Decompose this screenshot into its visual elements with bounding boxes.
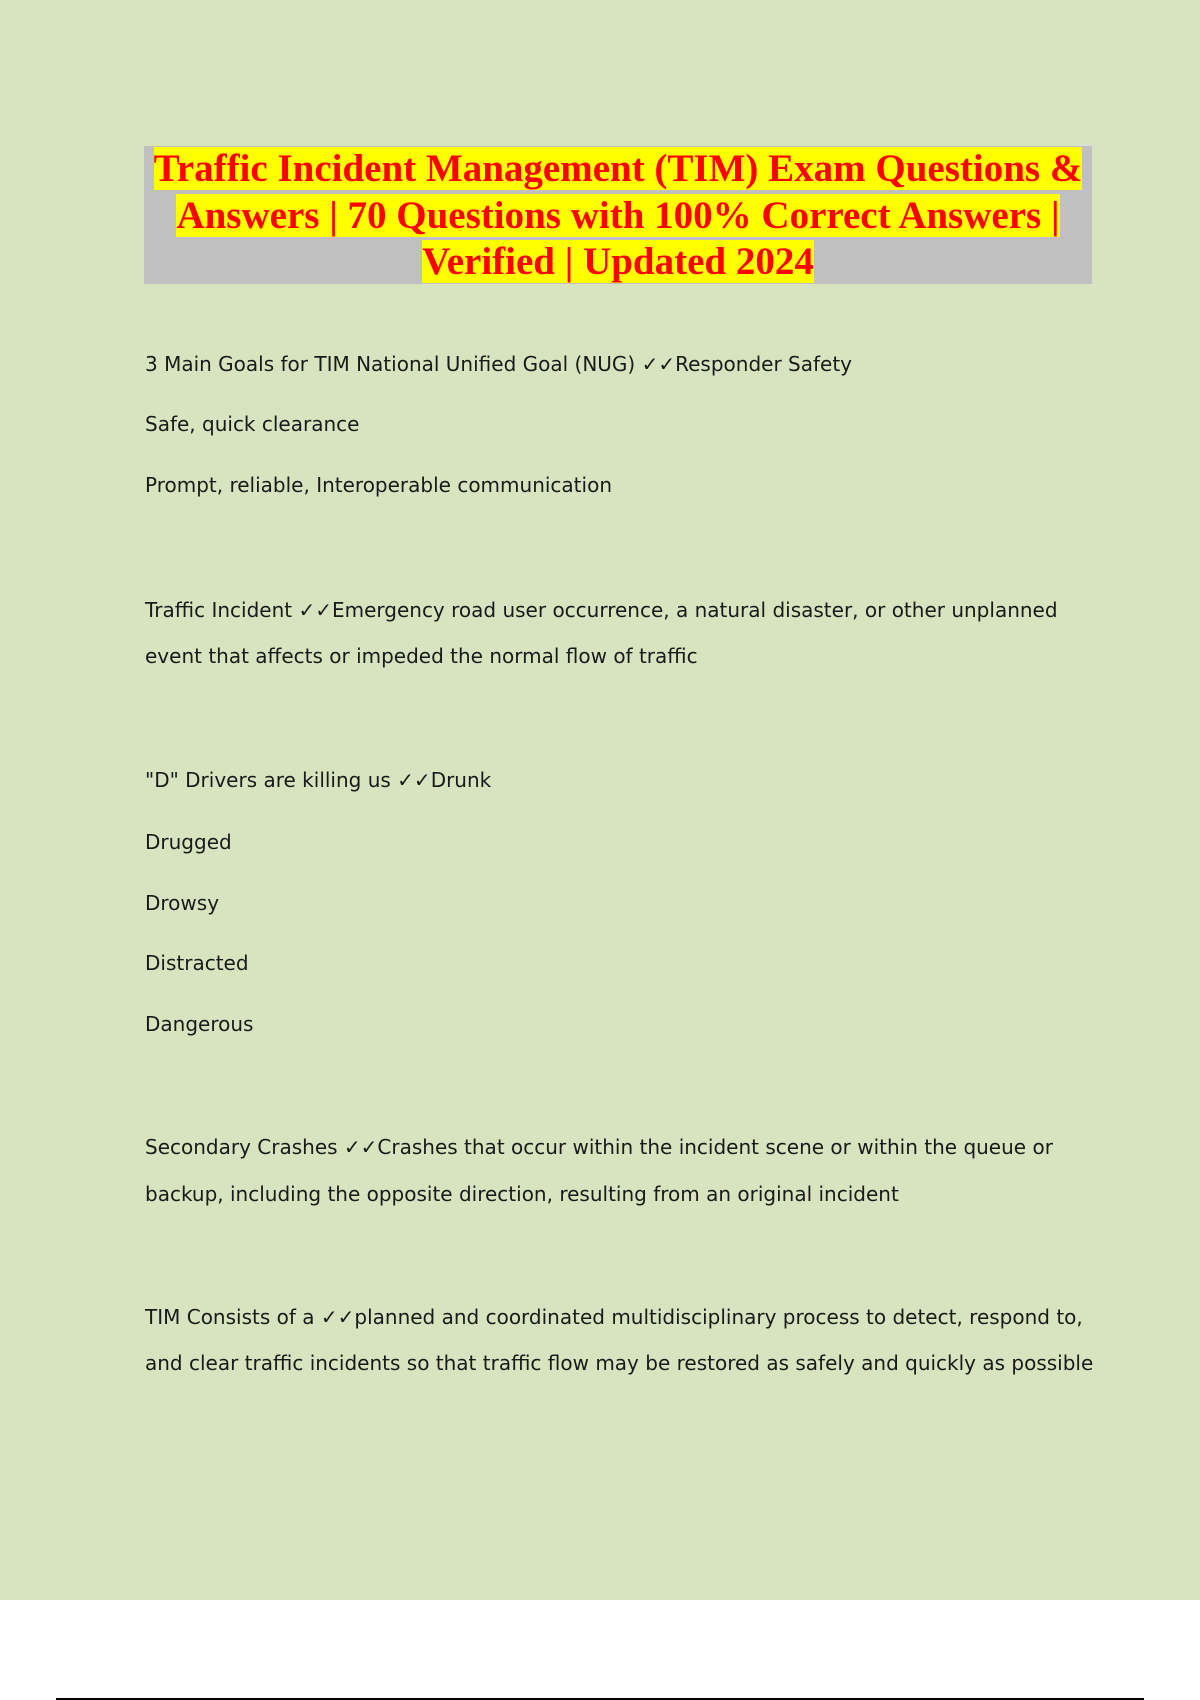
qa-entry-2-first-line — [145, 597, 1058, 623]
qa-answer-line: Distracted — [145, 951, 249, 975]
qa-answer-line: Dangerous — [145, 1012, 254, 1036]
qa-answer: Drunk — [430, 768, 492, 792]
qa-entry-5-first-line — [145, 1304, 1083, 1330]
qa-answer-line: Drugged — [145, 830, 232, 854]
document-title-block — [144, 146, 1092, 284]
qa-answer-line: backup, including the opposite direction, resulting from an original incident — [145, 1182, 899, 1206]
qa-answer-line: event that affects or impeded the normal flow of traffic — [145, 644, 698, 668]
qa-answer-line: Prompt, reliable, Interoperable communication — [145, 473, 612, 497]
document-title: Traffic Incident Management (TIM) Exam Questions & Answers | 70 Questions with 100% Correct Answers | Verified | Updated 2024 — [153, 147, 1083, 283]
qa-entry-4-first-line — [145, 1134, 1053, 1160]
qa-term: 3 Main Goals for TIM National Unified Goal (NUG) — [145, 352, 636, 376]
check-icon: ✓✓ — [298, 598, 332, 622]
qa-entry-3-first-line — [145, 767, 491, 793]
qa-answer-line: Safe, quick clearance — [145, 412, 360, 436]
qa-answer: Emergency road user occurrence, a natural disaster, or other unplanned — [331, 598, 1058, 622]
qa-answer: planned and coordinated multidisciplinary process to detect, respond to, — [354, 1305, 1083, 1329]
qa-answer-line: and clear traffic incidents so that traffic flow may be restored as safely and quickly as possible — [145, 1351, 1094, 1375]
qa-answer: Crashes that occur within the incident scene or within the queue or — [377, 1135, 1053, 1159]
check-icon: ✓✓ — [397, 768, 431, 792]
qa-term: Secondary Crashes — [145, 1135, 338, 1159]
qa-answer-line: Drowsy — [145, 891, 220, 915]
check-icon: ✓✓ — [320, 1305, 355, 1329]
qa-term: "D" Drivers are killing us — [145, 768, 391, 792]
check-icon: ✓✓ — [343, 1135, 378, 1159]
check-icon: ✓✓ — [641, 352, 676, 376]
qa-entry-1-first-line — [145, 351, 852, 377]
qa-term: Traffic Incident — [145, 598, 293, 622]
qa-answer: Responder Safety — [675, 352, 852, 376]
qa-term: TIM Consists of a — [145, 1305, 315, 1329]
